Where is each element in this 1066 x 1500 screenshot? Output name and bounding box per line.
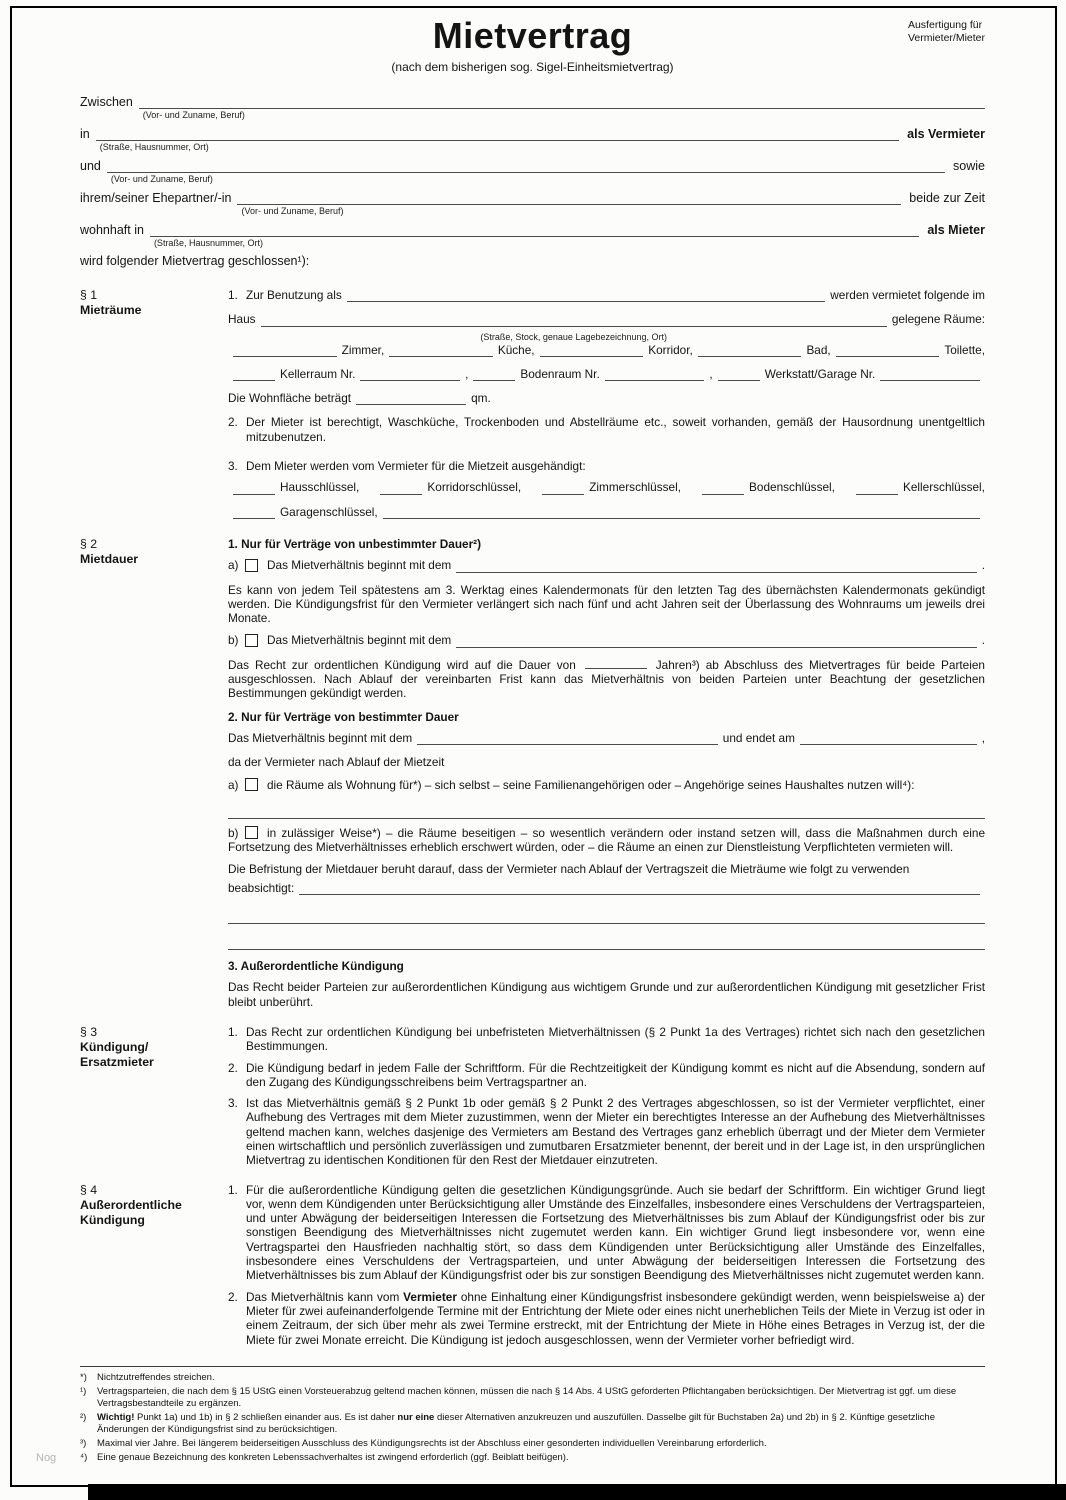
paragraph (246, 1290, 985, 1347)
footnote-text (97, 1412, 985, 1436)
input-count-werkstatt[interactable] (718, 368, 760, 381)
heading-unbestimmte-dauer: 1. Nur für Verträge von unbestimmter Dauer²) (228, 536, 482, 551)
option-label: b) (228, 825, 239, 840)
scan-edge-bar (88, 1484, 1066, 1500)
cellar-row (228, 367, 985, 381)
copy-note-line1: Ausfertigung für (907, 19, 983, 31)
input-line-mieter-adresse[interactable] (150, 222, 919, 248)
section-gutter (80, 537, 228, 1017)
haus-row (228, 312, 985, 342)
footnote-text: Eine genaue Bezeichnung des konkreten Lebenssachverhaltes ist zwingend erforderlich (ggf. Beiblatt beifügen). (97, 1451, 569, 1463)
section-4-ausserordentliche-kuendigung (80, 1183, 985, 1354)
item-number: 2. (228, 1289, 238, 1304)
text: beabsichtigt: (228, 880, 295, 895)
section-gutter (80, 1183, 228, 1354)
input-count-bodenschluessel[interactable] (702, 482, 744, 495)
input-verwendung-2[interactable] (228, 905, 985, 924)
paragraph-1b (228, 658, 985, 701)
key-label: Bodenschlüssel, (749, 480, 835, 495)
section-2-mietdauer (80, 537, 985, 1017)
input-wohnflaeche-qm[interactable] (356, 392, 466, 405)
comma: , (465, 366, 469, 381)
text: die Räume als Wohnung für*) – sich selbst – seine Familienangehörigen oder – Angehörige seines Haushaltes nutzen will⁴): (267, 777, 915, 792)
section-gutter (80, 1025, 228, 1175)
party-row-wohnhaft (80, 222, 985, 248)
section-title: Mieträume (80, 303, 142, 317)
option-1b-row (228, 633, 985, 647)
input-line-nutzung[interactable] (228, 800, 985, 819)
item-number: 2. (228, 1060, 238, 1075)
footnote-1 (80, 1386, 985, 1410)
input-count-kellerraum[interactable] (233, 368, 275, 381)
room-label: Toilette, (944, 342, 985, 357)
input-count-garagenschluessel[interactable] (233, 506, 275, 519)
footnote-marker: ³) (80, 1437, 87, 1449)
section-1-mietraeume (80, 288, 985, 529)
footnote-marker: ¹) (80, 1385, 87, 1397)
party-row-zwischen (80, 94, 985, 120)
text: Zur Benutzung als (246, 288, 342, 302)
text: Das Recht zur ordentlichen Kündigung wird auf die Dauer von (228, 657, 576, 672)
text: Das Mietverhältnis beginnt mit dem (267, 558, 452, 573)
field-caption: (Vor- und Zuname, Beruf) (142, 110, 245, 120)
party-row-ehepartner (80, 190, 985, 216)
input-werkstatt-nr[interactable] (880, 368, 980, 381)
input-count-zimmer[interactable] (233, 344, 337, 357)
page-title: Mietvertrag (432, 15, 633, 56)
key-label: Zimmerschlüssel, (589, 480, 681, 495)
input-kellerraum-nr[interactable] (360, 368, 460, 381)
option-label: b) (228, 633, 239, 648)
room-label: Bad, (806, 342, 831, 357)
copy-note (908, 19, 985, 44)
input-line-benutzung[interactable] (347, 289, 826, 302)
section-gutter (80, 288, 228, 529)
footnote-marker: *) (80, 1371, 87, 1383)
item-2 (228, 1290, 985, 1347)
rooms-row (228, 343, 985, 357)
room-label: Korridor, (648, 342, 693, 357)
paragraph: Das Recht zur ordentlichen Kündigung bei unbefristeten Mietverhältnissen (§ 2 Punkt 1a des Vertrages) richtet sich nach den gesetzlichen Bestimmungen. (246, 1024, 985, 1054)
role-label-vermieter: als Vermieter (907, 127, 985, 141)
section-title: Mietdauer (80, 551, 139, 566)
keys-row-2 (228, 505, 985, 519)
benutzung-row (228, 288, 985, 302)
field-label: ihrem/seiner Ehepartner/-in (80, 191, 232, 205)
section-title-line2: Kündigung (80, 1212, 145, 1227)
item-number: 3. (228, 459, 238, 474)
text: . (981, 633, 985, 648)
footnote-text: Vertragsparteien, die nach dem § 15 UStG einen Vorsteuerabzug geltend machen können, müssen die nach § 14 Abs. 4 UStG geforderten Pflichtangaben berücksichtigen. Der Mietvertrag ist ggf. um diese Vertragsbestandteile zu ergänzen. (97, 1385, 957, 1409)
watermark: Nog (36, 1452, 57, 1464)
field-label: wohnhaft in (80, 223, 144, 237)
input-count-kueche[interactable] (389, 344, 493, 357)
footnote-text: Nichtzutreffendes streichen. (97, 1371, 215, 1383)
text: qm. (471, 391, 491, 406)
item-2 (228, 415, 985, 452)
option-2b (228, 826, 985, 855)
paragraph: Die Kündigung bedarf in jedem Falle der Schriftform. Für die Rechtzeitigkeit der Kündigung kommt es nicht auf die Absendung, sondern auf den Zugang des Kündigungsschreibens beim Vertragspartner an. (246, 1060, 985, 1089)
text: Das Mietverhältnis beginnt mit dem (267, 633, 452, 648)
input-count-korridor[interactable] (540, 344, 644, 357)
checkbox-2b[interactable] (245, 826, 258, 839)
text: Das Mietverhältnis kann vom (246, 1289, 400, 1304)
connector-beide-zur-zeit: beide zur Zeit (909, 191, 985, 205)
option-2a (228, 778, 985, 792)
paragraph: Ist das Mietverhältnis gemäß § 2 Punkt 1b oder gemäß § 2 Punkt 2 des Vertrages abgeschlossen, so ist der Vermieter verpflichtet, einer Aufhebung des Vertrages mit dem Mieter zuzustimmen, wenn der Mieter ein berechtigtes Interesse an der Aufhebung des Mietverhältnisses geltend machen kann, welches dasjenige des Vermieters am Bestand des Vertrages ganz erheblich überragt und der Mieter dem Vermieter einen wirtschaftlich und persönlich zuverlässigen und zumutbaren Ersatzmieter benennt, der bereit und in der Lage ist, in den ursprünglichen Mietvertrag zu identischen Konditionen für den Rest der Mietdauer einzutreten. (246, 1096, 985, 1168)
footnote-marker: ⁴) (80, 1451, 88, 1463)
key-label: Korridorschlüssel, (427, 480, 522, 495)
input-count-hausschluessel[interactable] (233, 482, 275, 495)
item-number: 1. (228, 1182, 238, 1197)
role-label-mieter: als Mieter (927, 223, 985, 237)
option-label: a) (228, 777, 239, 792)
input-line-ehepartner-name[interactable] (237, 190, 901, 216)
input-ende-2[interactable] (800, 732, 977, 745)
text: Haus (228, 312, 256, 327)
paragraph: Der Mieter ist berechtigt, Waschküche, Trockenboden und Abstellräume etc., soweit vorhanden, gemäß der Hausordnung unentgeltlich mitzubenutzen. (246, 415, 985, 444)
text: Punkt 1a) und 1b) in § 2 schließen einander aus. Es ist daher (137, 1411, 395, 1423)
section-title-line1: Kündigung/ (80, 1039, 149, 1054)
room-label: Kellerraum Nr. (280, 366, 356, 381)
parties-block (80, 94, 985, 268)
connector-sowie: sowie (953, 159, 985, 173)
document-header (80, 15, 985, 74)
item-number: 2. (228, 415, 238, 430)
option-label: a) (228, 558, 239, 573)
text: dieser Alternativen anzukreuzen und auszufüllen. Dasselbe gilt für Buchstaben 2a) und 2b) in § 2. Künftige gesetzliche Änderungen der Kündigungsfrist sind zu berücksichtigen. (97, 1411, 935, 1435)
copy-note-line2: Vermieter/Mieter (907, 31, 985, 44)
room-label: Küche, (497, 342, 535, 357)
footnote-marker: ²) (80, 1411, 87, 1423)
heading-bestimmte-dauer: 2. Nur für Verträge von bestimmter Dauer (228, 709, 459, 724)
input-jahre[interactable] (585, 659, 647, 669)
key-label: Hausschlüssel, (280, 480, 360, 495)
section-number: § 1 (80, 288, 98, 302)
item-3 (228, 459, 985, 473)
heading-ausserordentliche-kuendigung: 3. Außerordentliche Kündigung (228, 959, 404, 974)
footnote-asterisk (80, 1372, 985, 1384)
footnote-4 (80, 1452, 985, 1464)
input-count-bad[interactable] (698, 344, 802, 357)
befristung-text: Die Befristung der Mietdauer beruht darauf, dass der Vermieter nach Ablauf der Vertragszeit die Mieträume wie folgt zu verwenden (228, 862, 910, 877)
section-number: § 2 (80, 536, 98, 551)
checkbox-1b[interactable] (245, 634, 258, 647)
item-3 (228, 1096, 985, 1167)
text: gelegene Räume: (891, 312, 985, 327)
key-label: Kellerschlüssel, (903, 480, 985, 495)
wohnflaeche-row (228, 391, 985, 405)
field-label: Zwischen (80, 95, 133, 109)
footnote-2 (80, 1412, 985, 1436)
field-label: und (80, 159, 101, 173)
page-subtitle: (nach dem bisherigen sog. Sigel-Einheitsmietvertrag) (391, 60, 674, 74)
text: . (981, 558, 985, 573)
input-line-mieter-name[interactable] (107, 158, 945, 184)
item-1 (228, 1183, 985, 1283)
item-2 (228, 1061, 985, 1090)
footnotes (80, 1366, 985, 1464)
text: Jahren³) ab Abschluss des Mietvertrages für beide Parteien ausgeschlossen. Nach Ablauf der vereinbarten Frist kann das Mietverhältnis von beiden Parteien unter Beachtung der gesetzlichen Bestimmungen gekündigt werden. (228, 657, 985, 701)
section-number: § 3 (80, 1024, 98, 1039)
text: werden vermietet folgende im (830, 288, 985, 302)
field-caption: (Straße, Stock, genaue Lagebezeichnung, Ort) (480, 331, 667, 342)
checkbox-2a[interactable] (245, 778, 258, 791)
room-label: Bodenraum Nr. (520, 366, 600, 381)
field-caption: (Straße, Hausnummer, Ort) (153, 238, 263, 248)
footnote-text: Maximal vier Jahre. Bei längerem beiderseitigen Ausschluss des Kündigungsrechts ist der Abschluss einer gesonderten individuellen Vereinbarung erforderlich. (97, 1437, 767, 1449)
paragraph: Für die außerordentliche Kündigung gelten die gesetzlichen Kündigungsgründe. Auch sie bedarf der Schriftform. Ein wichtiger Grund liegt vor, wenn dem Kündigenden unter Berücksichtigung aller Umstände des Einzelfalles, insbesondere eines Verschuldens der Vertragsparteien, und unter Abwägung der beiderseitigen Interessen die Fortsetzung des Mietverhältnisses bis zum Ablauf der Kündigungsfrist oder bis zur sonstigen Beendigung des Mietverhältnisses nicht zugemutet werden kann. Ein wichtiger Grund liegt insbesondere vor, wenn eine Vertragspartei den Hausfrieden nachhaltig stört, so dass dem Kündigenden unter Berücksichtigung aller Umstände des Einzelfalles, insbesondere eines Verschuldens der Vertragsparteien, und unter Abwägung der beiderseitigen Interessen die Fortsetzung des Mietverhältnisses bis zum Ablauf der Kündigungsfrist oder bis zur sonstigen Beendigung des Mietverhältnisses nicht zugemutet werden kann. (246, 1182, 985, 1283)
key-label: Garagenschlüssel, (280, 504, 378, 519)
party-row-vermieter-adresse (80, 126, 985, 152)
input-line-haus[interactable] (261, 314, 887, 342)
text-bold-wichtig: Wichtig! (97, 1411, 135, 1423)
text-bold-nur-eine: nur eine (397, 1411, 435, 1423)
input-verwendung-3[interactable] (228, 931, 985, 950)
closing-line: wird folgender Mietvertrag geschlossen¹): (80, 254, 310, 268)
footnote-3 (80, 1438, 985, 1450)
keys-row-1 (228, 480, 985, 494)
input-beginn-2[interactable] (417, 732, 718, 745)
input-count-korridorschluessel[interactable] (380, 482, 422, 495)
party-row-mieter-name (80, 158, 985, 184)
text: , (981, 730, 985, 745)
section-number: § 4 (80, 1182, 98, 1197)
input-beginn-1b[interactable] (456, 635, 976, 648)
option-1a-row (228, 558, 985, 572)
section-title-line2: Ersatzmieter (80, 1054, 154, 1069)
item-number: 3. (228, 1096, 238, 1111)
checkbox-1a[interactable] (245, 559, 258, 572)
input-count-kellerschluessel[interactable] (856, 482, 898, 495)
input-line-weitere-schluessel[interactable] (383, 506, 980, 519)
text-bold-vermieter: Vermieter (403, 1289, 457, 1304)
room-label: Zimmer, (341, 342, 385, 357)
item-number: 1. (228, 288, 238, 302)
text: Die Wohnfläche beträgt (228, 391, 352, 406)
paragraph-3: Das Recht beider Parteien zur außerordentlichen Kündigung aus wichtigem Grunde und zur außerordentlichen Kündigung mit gesetzlicher Frist bleibt unberührt. (228, 980, 985, 1009)
text: in zulässiger Weise*) – die Räume beseitigen – so wesentlich verändern oder instand setzen will, dass die Maßnahmen durch eine Fortsetzung des Mietverhältnisses erheblich erschwert würden, oder – die Räume an einen zur Dienstleistung Verpflichteten vermieten will. (228, 825, 985, 855)
field-label: in (80, 127, 90, 141)
section-title-line1: Außerordentliche (80, 1197, 182, 1212)
input-line-vermieter-name[interactable] (139, 94, 985, 120)
room-label: Werkstatt/Garage Nr. (764, 366, 876, 381)
text: Das Mietverhältnis beginnt mit dem (228, 730, 413, 745)
text: ohne Einhaltung einer Kündigungsfrist insbesondere gekündigt werden, wenn beispielsweise a) der Mieter für zwei aufeinanderfolgende Termine mit der Entrichtung der Miete oder eines nicht unerheblichen Teils der Miete in Verzug ist oder in einem Zeitraum, der sich über mehr als zwei Termine erstreckt, mit der Entrichtung der Miete in Höhe eines Betrages in Verzug ist, der die Miete für zwei Monate erreicht. Die Kündigung ist jedoch ausgeschlossen, wenn der Vermieter vorher befriedigt wird. (246, 1289, 986, 1347)
input-count-zimmerschluessel[interactable] (542, 482, 584, 495)
input-beginn-1a[interactable] (456, 560, 976, 573)
paragraph-1a: Es kann von jedem Teil spätestens am 3. Werktag eines Kalendermonats für den letzten Tag des übernächsten Kalendermonats gekündigt werden. Die Kündigungsfrist für den Vermieter verlängert sich nach fünf und acht Jahren seit der Überlassung des Wohnraums um jeweils drei Monate. (228, 582, 985, 626)
beabsichtigt-row (228, 881, 985, 895)
item-number: 1. (228, 1024, 238, 1039)
input-line-vermieter-adresse[interactable] (96, 126, 899, 152)
item-1 (228, 1025, 985, 1054)
text: und endet am (722, 730, 795, 745)
input-verwendung-1[interactable] (299, 882, 980, 895)
field-caption: (Straße, Hausnummer, Ort) (99, 142, 209, 152)
field-caption: (Vor- und Zuname, Beruf) (110, 174, 213, 184)
comma: , (709, 366, 713, 381)
input-count-toilette[interactable] (836, 344, 940, 357)
input-count-bodenraum[interactable] (473, 368, 515, 381)
section-3-kuendigung (80, 1025, 985, 1175)
field-caption: (Vor- und Zuname, Beruf) (241, 206, 344, 216)
text-continuation: da der Vermieter nach Ablauf der Mietzeit (228, 755, 445, 770)
befristet-row (228, 731, 985, 745)
input-bodenraum-nr[interactable] (605, 368, 705, 381)
paragraph: Dem Mieter werden vom Vermieter für die Mietzeit ausgehändigt: (246, 459, 586, 474)
